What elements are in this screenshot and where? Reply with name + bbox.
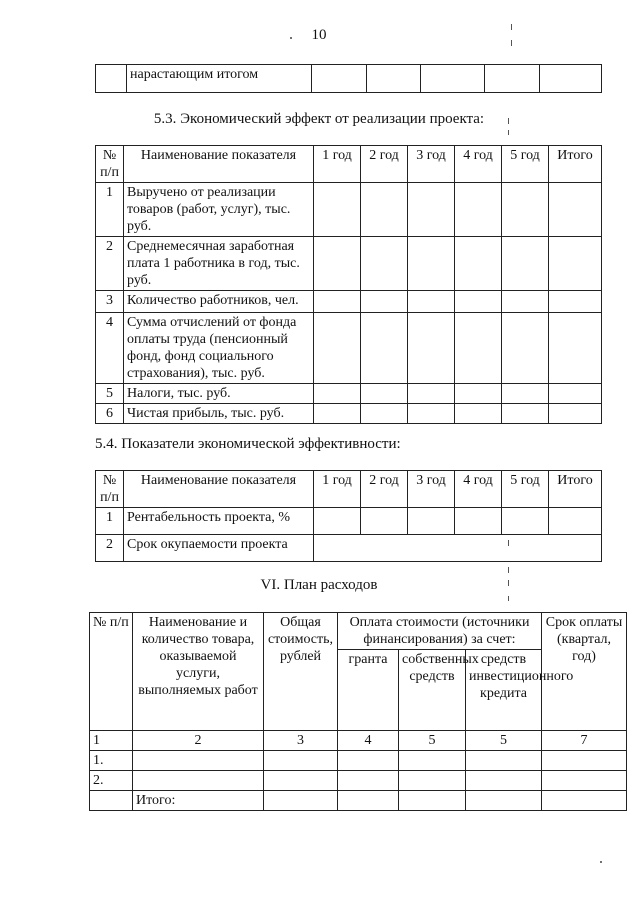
top-table-row-text: нарастающим итогом	[127, 65, 312, 93]
top-table-cell	[485, 65, 540, 93]
header-payment-sources: Оплата стоимости (источники финансирования) за счет:	[338, 613, 542, 650]
header-year-1: 1 год	[314, 146, 361, 183]
scan-mark	[511, 40, 512, 46]
section-54-table	[95, 470, 602, 562]
index-cell: 5	[466, 731, 542, 751]
header-year-1: 1 год	[314, 471, 361, 508]
row-num: 3	[96, 291, 124, 313]
scan-mark	[508, 596, 509, 601]
scan-mark	[511, 24, 512, 30]
table-row	[96, 508, 602, 535]
index-cell: 3	[264, 731, 338, 751]
row-num: 6	[96, 404, 124, 424]
table-row	[96, 384, 602, 404]
row-num: 1	[96, 183, 124, 237]
scan-mark	[508, 580, 509, 586]
top-table-cell	[540, 65, 602, 93]
top-table-cell	[367, 65, 421, 93]
scan-dot	[600, 861, 602, 863]
header-year-5: 5 год	[502, 146, 549, 183]
row-name: Количество работников, чел.	[124, 291, 314, 313]
top-table-cell	[312, 65, 367, 93]
header-indicator: Наименование показателя	[124, 146, 314, 183]
header-year-5: 5 год	[502, 471, 549, 508]
header-grant: гранта	[338, 650, 399, 731]
header-total-cost: Общая стоимость, рублей	[264, 613, 338, 731]
section-6-title: VI. План расходов	[260, 577, 378, 593]
table-row	[96, 535, 602, 562]
scan-mark	[508, 130, 509, 135]
row-name: Сумма отчислений от фонда оплаты труда (пенсионный фонд, фонд социального страхования), тыс. руб.	[124, 313, 314, 384]
table-row	[90, 751, 627, 771]
index-row	[90, 731, 627, 751]
row-name: Срок окупаемости проекта	[124, 535, 314, 562]
table-row	[96, 404, 602, 424]
header-num: № п/п	[96, 146, 124, 183]
row-num: 5	[96, 384, 124, 404]
section-53-title: 5.3. Экономический эффект от реализации проекта:	[153, 111, 485, 127]
header-total: Итого	[549, 146, 602, 183]
page-number: 10	[311, 27, 327, 43]
row-name: Рентабельность проекта, %	[124, 508, 314, 535]
row-name: Выручено от реализации товаров (работ, услуг), тыс. руб.	[124, 183, 314, 237]
row-num: 4	[96, 313, 124, 384]
scan-mark	[508, 567, 509, 573]
row-num: 1.	[90, 751, 133, 771]
merged-value-cell	[314, 535, 602, 562]
row-name: Налоги, тыс. руб.	[124, 384, 314, 404]
header-year-3: 3 год	[408, 471, 455, 508]
index-cell: 1	[90, 731, 133, 751]
table-row	[96, 183, 602, 237]
table-row	[90, 771, 627, 791]
top-table-cell	[421, 65, 485, 93]
section-54-title: 5.4. Показатели экономической эффективности:	[95, 436, 401, 452]
table-row	[96, 237, 602, 291]
header-year-4: 4 год	[455, 146, 502, 183]
section-53-table	[95, 145, 602, 424]
header-year-4: 4 год	[455, 471, 502, 508]
header-total: Итого	[549, 471, 602, 508]
header-investment-credit: средств инвестиционного кредита	[466, 650, 542, 731]
scan-dot	[290, 37, 292, 39]
index-cell: 4	[338, 731, 399, 751]
total-label: Итого:	[133, 791, 264, 811]
header-year-2: 2 год	[361, 471, 408, 508]
header-year-3: 3 год	[408, 146, 455, 183]
row-num: 2	[96, 535, 124, 562]
table-row	[96, 313, 602, 384]
header-indicator: Наименование показателя	[124, 471, 314, 508]
header-year-2: 2 год	[361, 146, 408, 183]
scan-mark	[508, 118, 509, 124]
row-num: 2	[96, 237, 124, 291]
index-cell: 7	[542, 731, 627, 751]
header-num: № п/п	[90, 613, 133, 731]
header-item-name: Наименование и количество товара, оказываемой услуги, выполняемых работ	[133, 613, 264, 731]
row-num: 2.	[90, 771, 133, 791]
top-table	[95, 64, 602, 93]
index-cell: 5	[399, 731, 466, 751]
section-6-table	[89, 612, 627, 811]
row-name: Среднемесячная заработная плата 1 работника в год, тыс. руб.	[124, 237, 314, 291]
row-name: Чистая прибыль, тыс. руб.	[124, 404, 314, 424]
index-cell: 2	[133, 731, 264, 751]
header-num: № п/п	[96, 471, 124, 508]
row-num: 1	[96, 508, 124, 535]
header-payment-term: Срок оплаты (квартал, год)	[542, 613, 627, 731]
table-row	[96, 291, 602, 313]
header-own-funds: собственных средств	[399, 650, 466, 731]
top-table-cell	[96, 65, 127, 93]
scan-mark	[508, 540, 509, 546]
total-row	[90, 791, 627, 811]
